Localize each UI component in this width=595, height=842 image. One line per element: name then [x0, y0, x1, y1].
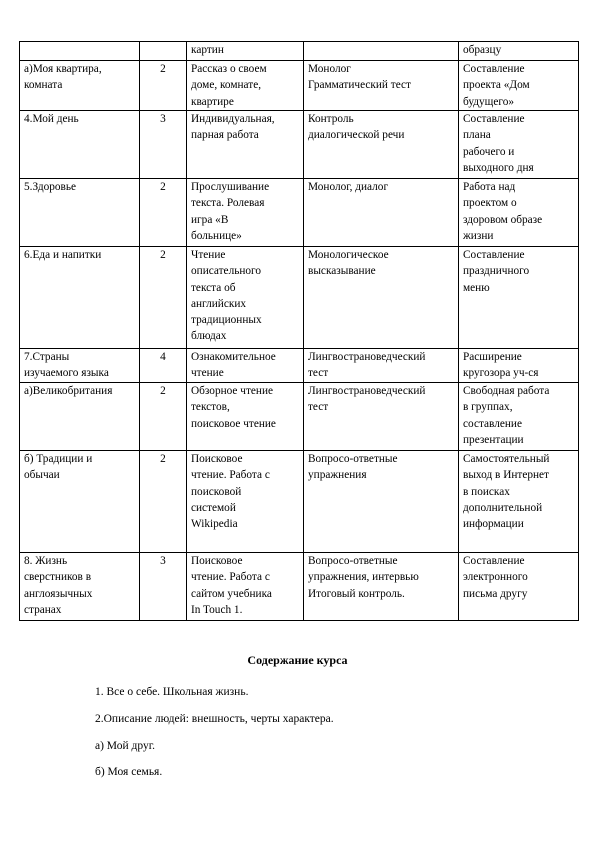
form-text: картин: [191, 44, 224, 56]
product-cell: [459, 42, 579, 61]
hours-cell: [140, 179, 187, 247]
table-row: [20, 111, 579, 179]
form-cell: [187, 349, 304, 383]
form-cell: [187, 383, 304, 451]
table-row: [20, 451, 579, 553]
product-text: Работа над проектом о здоровом образе жизни: [463, 181, 543, 242]
hours-text: 2: [160, 63, 166, 75]
form-text: Обзорное чтение текстов, поисковое чтение: [191, 385, 276, 430]
hours-text: 3: [160, 113, 166, 125]
form-cell: [187, 111, 304, 179]
product-cell: [459, 179, 579, 247]
topic-cell: [20, 349, 140, 383]
product-cell: [459, 111, 579, 179]
course-content-item: 2.Описание людей: внешность, черты характера.: [95, 713, 334, 725]
hours-text: 2: [160, 385, 166, 397]
control-text: Контроль диалогической речи: [308, 113, 405, 142]
product-text: Расширение кругозора уч-ся: [463, 351, 539, 380]
control-text: Вопросо-ответные упражнения, интервью Итоговый контроль.: [308, 555, 419, 600]
product-cell: [459, 383, 579, 451]
topic-text: а)Моя квартира, комната: [24, 63, 102, 92]
form-cell: [187, 247, 304, 349]
product-text: Составление праздничного меню: [463, 249, 530, 294]
topic-cell: [20, 42, 140, 61]
table-row: [20, 553, 579, 621]
product-cell: [459, 451, 579, 553]
table-row: [20, 247, 579, 349]
topic-cell: [20, 111, 140, 179]
course-content-heading: Содержание курса: [247, 653, 348, 667]
control-text: Монолог, диалог: [308, 181, 389, 193]
control-text: Монологическое высказывание: [308, 249, 389, 278]
course-content-item: а) Мой друг.: [95, 740, 156, 752]
form-text: Индивидуальная, парная работа: [191, 113, 275, 142]
table-row: [20, 179, 579, 247]
product-text: образцу: [463, 44, 502, 56]
hours-text: 2: [160, 249, 166, 261]
product-cell: [459, 349, 579, 383]
topic-cell: [20, 553, 140, 621]
form-text: Прослушивание текста. Ролевая игра «В больнице»: [191, 181, 270, 242]
product-text: Свободная работа в группах, составление презентации: [463, 385, 550, 446]
topic-text: б) Традиции и обычаи: [24, 453, 93, 482]
topic-cell: [20, 451, 140, 553]
course-content-item: б) Моя семья.: [95, 766, 163, 778]
product-cell: [459, 553, 579, 621]
hours-text: 2: [160, 453, 166, 465]
hours-text: 3: [160, 555, 166, 567]
topic-text: 7.Страны изучаемого языка: [24, 351, 109, 380]
product-text: Составление проекта «Дом будущего»: [463, 63, 530, 108]
form-text: Поисковое чтение. Работа с сайтом учебника In Touch 1.: [191, 555, 272, 616]
product-text: Составление плана рабочего и выходного дня: [463, 113, 534, 174]
hours-cell: [140, 111, 187, 179]
table-row: [20, 349, 579, 383]
control-cell: [304, 179, 459, 247]
topic-cell: [20, 179, 140, 247]
control-text: Монолог Грамматический тест: [308, 63, 411, 92]
control-text: Лингвострановедческий тест: [308, 385, 426, 414]
control-cell: [304, 61, 459, 111]
control-cell: [304, 383, 459, 451]
topic-cell: [20, 383, 140, 451]
table-row: [20, 42, 579, 61]
form-text: Чтение описательного текста об английских традиционных блюдах: [191, 249, 262, 343]
control-cell: [304, 451, 459, 553]
form-cell: [187, 61, 304, 111]
topic-cell: [20, 247, 140, 349]
hours-cell: [140, 451, 187, 553]
form-text: Рассказ о своем доме, комнате, квартире: [191, 63, 267, 108]
control-text: Вопросо-ответные упражнения: [308, 453, 398, 482]
form-cell: [187, 42, 304, 61]
control-cell: [304, 349, 459, 383]
table-row: [20, 61, 579, 111]
product-cell: [459, 247, 579, 349]
topic-text: 4.Мой день: [24, 113, 79, 125]
form-cell: [187, 451, 304, 553]
control-cell: [304, 553, 459, 621]
hours-cell: [140, 61, 187, 111]
control-cell: [304, 42, 459, 61]
hours-cell: [140, 553, 187, 621]
course-content-item: 1. Все о себе. Школьная жизнь.: [95, 686, 249, 698]
product-text: Составление электронного письма другу: [463, 555, 528, 600]
hours-cell: [140, 349, 187, 383]
topic-text: а)Великобритания: [24, 385, 113, 397]
topic-text: 8. Жизнь сверстников в англоязычных странах: [24, 555, 93, 616]
topic-text: 5.Здоровье: [24, 181, 77, 193]
topic-cell: [20, 61, 140, 111]
curriculum-table-body: [20, 42, 579, 621]
hours-cell: [140, 247, 187, 349]
form-text: Поисковое чтение. Работа с поисковой системой Wikipedia: [191, 453, 270, 531]
topic-text: 6.Еда и напитки: [24, 249, 102, 261]
hours-cell: [140, 383, 187, 451]
curriculum-table: [19, 41, 579, 621]
control-cell: [304, 111, 459, 179]
hours-text: 2: [160, 181, 166, 193]
form-text: Ознакомительное чтение: [191, 351, 276, 380]
hours-text: 4: [160, 351, 166, 363]
table-row: [20, 383, 579, 451]
control-text: Лингвострановедческий тест: [308, 351, 426, 380]
product-text: Самостоятельный выход в Интернет в поисках дополнительной информации: [463, 453, 550, 531]
form-cell: [187, 553, 304, 621]
form-cell: [187, 179, 304, 247]
control-cell: [304, 247, 459, 349]
product-cell: [459, 61, 579, 111]
hours-cell: [140, 42, 187, 61]
